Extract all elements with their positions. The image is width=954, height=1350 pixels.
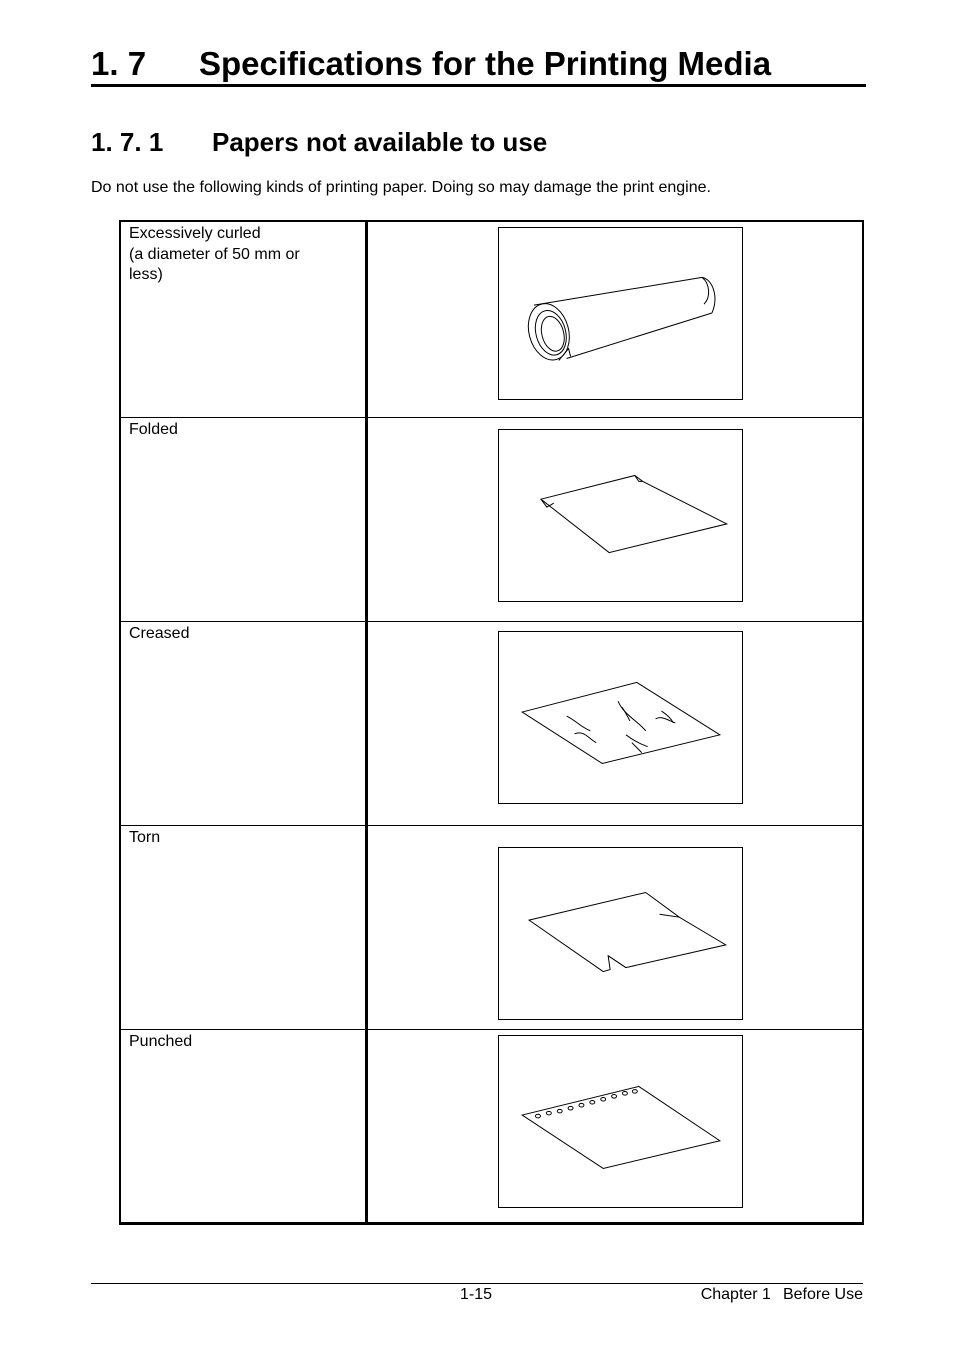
subsection-number: 1. 7. 1 bbox=[91, 127, 164, 157]
curled-paper-icon bbox=[499, 228, 742, 399]
paper-type-label: Creased bbox=[129, 624, 190, 642]
paper-type-label: Folded bbox=[129, 420, 178, 438]
illustration-frame bbox=[498, 847, 743, 1020]
torn-paper-icon bbox=[499, 848, 742, 1019]
punched-paper-icon bbox=[499, 1036, 742, 1207]
table-row bbox=[120, 1029, 863, 1223]
illustration-cell bbox=[367, 825, 864, 1029]
illustration-cell bbox=[367, 417, 864, 621]
illustration-cell bbox=[367, 1029, 864, 1223]
paper-type-label: less) bbox=[129, 266, 163, 283]
paper-type-cell bbox=[120, 621, 367, 825]
illustration-cell bbox=[367, 621, 864, 825]
section-title: Specifications for the Printing Media bbox=[199, 45, 772, 82]
chapter-label bbox=[701, 1285, 863, 1305]
paper-type-label: Excessively curled bbox=[129, 225, 261, 242]
intro-paragraph: Do not use the following kinds of printing paper. Doing so may damage the print engine. bbox=[91, 179, 711, 196]
illustration-frame bbox=[498, 1035, 743, 1208]
table-row bbox=[120, 221, 863, 417]
paper-type-label: Punched bbox=[129, 1032, 193, 1050]
table-row bbox=[120, 825, 863, 1029]
paper-type-cell bbox=[120, 1029, 367, 1223]
section-number: 1. 7 bbox=[91, 45, 147, 82]
table-row bbox=[120, 621, 863, 825]
illustration-frame bbox=[498, 227, 743, 400]
chapter-number: Chapter 1 bbox=[700, 1286, 771, 1303]
paper-type-cell bbox=[120, 825, 367, 1029]
illustration-cell bbox=[367, 221, 864, 417]
folded-paper-icon bbox=[499, 430, 742, 601]
illustration-frame bbox=[498, 631, 743, 804]
paper-type-cell bbox=[120, 221, 367, 417]
footer-divider bbox=[91, 1283, 863, 1284]
page-number: 1-15 bbox=[460, 1286, 493, 1303]
page-title bbox=[91, 44, 866, 87]
paper-type-cell bbox=[120, 417, 367, 621]
unusable-paper-table bbox=[119, 220, 864, 1225]
table-row bbox=[120, 417, 863, 621]
creased-paper-icon bbox=[499, 632, 742, 803]
illustration-frame bbox=[498, 429, 743, 602]
paper-type-label: Torn bbox=[129, 828, 161, 846]
subsection-title: Papers not available to use bbox=[212, 127, 548, 157]
chapter-title: Before Use bbox=[782, 1286, 863, 1303]
paper-type-label: (a diameter of 50 mm or bbox=[129, 245, 300, 263]
